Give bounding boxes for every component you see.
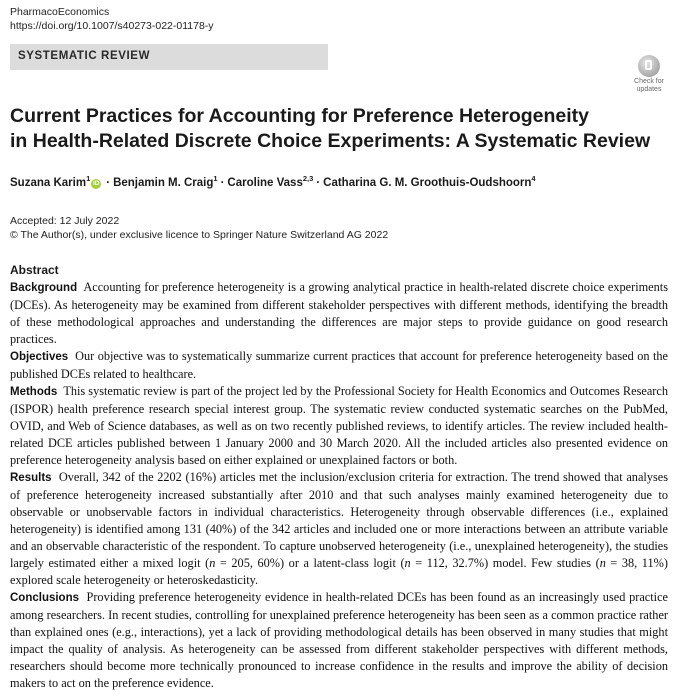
- author-name[interactable]: Benjamin M. Craig: [113, 176, 214, 189]
- abstract-results: [10, 469, 668, 589]
- n-symbol: n: [404, 556, 411, 570]
- abstract-conclusions: [10, 589, 668, 692]
- orcid-icon[interactable]: iD: [92, 179, 100, 187]
- author-separator: ·: [316, 176, 321, 189]
- abstract-methods: [10, 383, 668, 469]
- abstract-objectives: [10, 348, 668, 383]
- article-title: [10, 104, 690, 154]
- author-separator: ·: [220, 176, 225, 189]
- abstract-body: [10, 279, 668, 692]
- article-meta: [10, 214, 388, 242]
- n-symbol: n: [599, 556, 606, 570]
- results-text-4: = 38, 11%) explored scale heterogeneity or heteroskedasticity.: [10, 556, 668, 587]
- section-label: SYSTEMATIC REVIEW: [18, 50, 151, 62]
- n-symbol: n: [209, 556, 216, 570]
- author-name[interactable]: Caroline Vass: [227, 176, 303, 189]
- background-text: Accounting for preference heterogeneity is a growing analytical practice in health-related discrete choice experiments (DCEs). As heterogeneity may be examined from different stakeholder perspectives with different methods, identifying the breadth of these methodological approaches and understanding the differences are major steps to provide guidance on good research practices.: [10, 280, 668, 346]
- section-label-bar: [10, 44, 328, 70]
- accepted-date: Accepted: 12 July 2022: [10, 215, 120, 227]
- abstract-background: [10, 279, 668, 348]
- check-for-updates-icon: [638, 55, 660, 77]
- journal-name: PharmacoEconomics: [10, 6, 110, 18]
- author-separator: ·: [106, 176, 111, 189]
- doi-link[interactable]: https://doi.org/10.1007/s40273-022-01178-y: [10, 20, 214, 32]
- title-line-2: in Health-Related Discrete Choice Experiments: A Systematic Review: [10, 130, 651, 152]
- methods-text: This systematic review is part of the project led by the Professional Society for Health Economics and Outcomes Research (ISPOR) health preference research special interest group. The systematic review conducted systematic searches on the PubMed, OVID, and Web of Science databases, as well as on two recently published reviews, to identify articles. The review included health-related DCE articles published between 1 January 2000 and 30 March 2020. All the included articles also presented evidence on preference heterogeneity analysis based on either explained or unexplained factors or both.: [10, 384, 668, 467]
- author-list: [10, 174, 536, 189]
- methods-label: Methods: [10, 386, 58, 398]
- author-affiliation: 2,3: [302, 174, 314, 183]
- author-affiliation: 4: [531, 174, 536, 183]
- abstract-heading: Abstract: [10, 263, 59, 277]
- conclusions-text: Providing preference heterogeneity evidence in health-related DCEs has been found as an increasingly used practice among researchers. In recent studies, controlling for unexplained preference heterogeneity has been seen as a common practice rather than explained ones (e.g., interactions), yet a lack of providing methodological details has been observed in many studies that might impact the quality of analysis. As heterogeneity can be assessed from different stakeholder perspectives with different methods, researchers should become more technically pronounced to increase confidence in the results and improve the ability of decision makers to act on the preference evidence.: [10, 590, 668, 690]
- author-name[interactable]: Catharina G. M. Groothuis-Oudshoorn: [323, 176, 532, 189]
- author-affiliation: 1: [86, 174, 91, 183]
- copyright-notice: © The Author(s), under exclusive licence to Springer Nature Switzerland AG 2022: [10, 229, 389, 241]
- background-label: Background: [10, 282, 78, 294]
- results-text-3: = 112, 32.7%) model. Few studies (: [410, 556, 600, 570]
- conclusions-label: Conclusions: [10, 592, 80, 604]
- author-affiliation: 1: [213, 174, 218, 183]
- results-label: Results: [10, 472, 52, 484]
- results-text-2: = 205, 60%) or a latent-class logit (: [215, 556, 405, 570]
- journal-header: [10, 5, 214, 33]
- author-name[interactable]: Suzana Karim: [10, 176, 87, 189]
- check-for-updates-label: Check for updates: [634, 78, 664, 93]
- objectives-label: Objectives: [10, 351, 69, 363]
- check-for-updates-button[interactable]: [629, 55, 669, 91]
- results-text-1: Overall, 342 of the 2202 (16%) articles met the inclusion/exclusion criteria for extraction. The trend showed that analyses of preference heterogeneity increased substantially after 2010 and that such analyses mainly examined heterogeneity due to observable or unobservable factors in individual characteristics. Heterogeneity through observable differences (i.e., explained heterogeneity) is identified among 131 (40%) of the 342 articles and included one or more interactions between an attribute variable and an observable characteristic of the respondent. To capture unobserved heterogeneity (i.e., unexplained heterogeneity), the studies largely estimated either a mixed logit (: [10, 470, 669, 570]
- title-line-1: Current Practices for Accounting for Preference Heterogeneity: [10, 105, 590, 127]
- objectives-text: Our objective was to systematically summarize current practices that account for preference heterogeneity based on the published DCEs related to healthcare.: [10, 349, 668, 381]
